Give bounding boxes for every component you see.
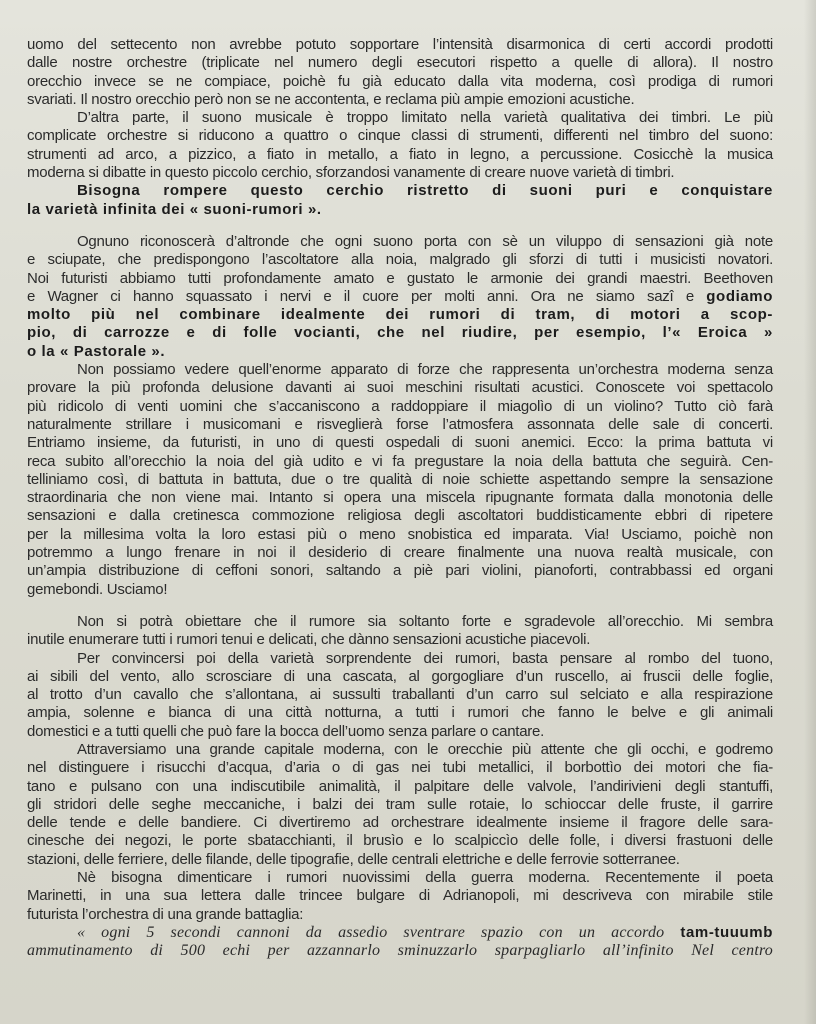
bold-text: o la « Pastorale ». bbox=[27, 342, 166, 360]
text-line bbox=[27, 73, 773, 91]
body-text: ai sibili del vento, allo scrosciare di una cascata, al gorgogliare d’un ruscello, ai fruscii delle foglie, bbox=[27, 667, 773, 685]
body-text: Entriamo insieme, da futuristi, in uno di questi ospedali di suoni anemici. Ecco: la prima battuta vi bbox=[27, 434, 773, 452]
text-line bbox=[27, 723, 773, 741]
text-line bbox=[27, 54, 773, 72]
body-text: Noi futuristi abbiamo tutti profondamente amato e gustato le armonie dei grandi maestri. Beethoven bbox=[27, 269, 773, 287]
text-line bbox=[27, 270, 773, 288]
text-line bbox=[27, 453, 773, 471]
bold-text: tam-tuuumb bbox=[680, 923, 773, 941]
body-text: Attraversiamo una grande capitale moderna, con le orecchie più attente che gli occhi, e godremo bbox=[77, 740, 773, 758]
text-line bbox=[27, 361, 773, 379]
italic-text: « ogni 5 secondi cannoni da assedio sventrare spazio con un accordo bbox=[77, 923, 681, 941]
bold-text: pio, di carrozze e di folle vocianti, che nel riudire, per esempio, l’« Eroica » bbox=[27, 324, 773, 342]
text-line bbox=[27, 562, 773, 580]
bold-text: la varietà infinita dei « suoni-rumori ». bbox=[27, 200, 322, 218]
text-line bbox=[27, 434, 773, 452]
text-line bbox=[27, 182, 773, 200]
body-text: Non possiamo vedere quell’enorme apparato di forze che rappresenta un’orchestra moderna senza bbox=[77, 361, 773, 379]
text-line bbox=[27, 759, 773, 777]
body-text: strumenti ad arco, a pizzico, a fiato in metallo, a fiato in legno, a percussione. Cosicchè la musica bbox=[27, 145, 773, 163]
body-text: moderna si dibatte in questo piccolo cerchio, sforzandosi vanamente di creare nuove varietà di timbri. bbox=[27, 164, 675, 182]
text-line bbox=[27, 343, 773, 361]
body-text: al trotto d’un cavallo che s’allontana, ai sussulti traballanti d’un carro sul selciato e alla respirazione bbox=[27, 686, 773, 704]
text-line bbox=[27, 887, 773, 905]
body-text: tano e pulsano con una indiscutibile animalità, il palpitare delle valvole, l’andirivieni degli stantuffi, bbox=[27, 777, 773, 795]
text-line bbox=[27, 686, 773, 704]
text-line bbox=[27, 832, 773, 850]
body-text: e sciupate, che predispongono l’ascoltatore alla noia, malgrado gli sforzi di tutti i musicisti novatori. bbox=[27, 251, 773, 269]
paragraph bbox=[27, 361, 773, 599]
text-line bbox=[27, 741, 773, 759]
text-line bbox=[27, 581, 773, 599]
paragraph bbox=[27, 869, 773, 924]
body-text: Ognuno riconoscerà d’altronde che ogni suono porta con sè un viluppo di sensazioni già note bbox=[77, 232, 773, 250]
body-text: gli stridori delle seghe meccaniche, i balzi dei tram sulle rotaie, lo schioccar delle fruste, il garrire bbox=[27, 795, 773, 813]
text-line bbox=[27, 507, 773, 525]
text-line bbox=[27, 668, 773, 686]
text-line bbox=[27, 416, 773, 434]
text-line bbox=[27, 306, 773, 324]
text-line bbox=[27, 851, 773, 869]
paragraph bbox=[27, 109, 773, 182]
body-text: Nè bisogna dimenticare i rumori nuovissimi della guerra moderna. Recentemente il poeta bbox=[77, 869, 773, 887]
body-text: delle tende e delle bandiere. Ci divertiremo ad orchestrare idealmente insieme il fragore delle sara- bbox=[27, 814, 773, 832]
text-line bbox=[27, 489, 773, 507]
text-line bbox=[27, 631, 773, 649]
body-text: dalle nostre orchestre (triplicate nel numero degli esecutori rispetto a quelle di allora). Il nostro bbox=[27, 54, 773, 72]
body-text: ampia, solenne e bianca di una città notturna, a tutti i rumori che fanno le belve e gli animali bbox=[27, 704, 773, 722]
body-text: inutile enumerare tutti i rumori tenui e delicati, che dànno sensazioni acustiche piacevoli. bbox=[27, 631, 591, 649]
body-text: gemebondi. Usciamo! bbox=[27, 580, 168, 598]
paragraph bbox=[27, 650, 773, 741]
text-line bbox=[27, 471, 773, 489]
body-text: naturalmente strillare i musicomani e risveglierà forse l’atmosfera assonnata delle sale di concerti. bbox=[27, 415, 773, 433]
text-line bbox=[27, 650, 773, 668]
text-line bbox=[27, 91, 773, 109]
body-text: complicate orchestre si riducono a quattro o cinque classi di strumenti, differenti nel timbro del suono: bbox=[27, 127, 773, 145]
text-line bbox=[27, 613, 773, 631]
body-text: Marinetti, in una sua lettera dalle trincee bulgare di Adrianopoli, mi descriveva con mirabile stile bbox=[27, 887, 773, 905]
paragraph bbox=[27, 613, 773, 650]
body-text: telliniamo così, di battuta in battuta, due o tre qualità di noie schiette aspettando sempre la sensazione bbox=[27, 470, 773, 488]
body-text: potremmo a lungo frenare in noi il desiderio di creare finalmente una nuova realtà musicale, con bbox=[27, 544, 773, 562]
body-text: provare la più profonda delusione davanti ai suoi meschini risultati acustici. Conoscete voi spettacolo bbox=[27, 379, 773, 397]
text-line bbox=[27, 109, 773, 127]
body-text: per la millesima volta la loro estasi più o meno snobistica ed imparata. Via! Usciamo, poichè non bbox=[27, 525, 773, 543]
body-text: futurista l’orchestra di una grande battaglia: bbox=[27, 905, 304, 923]
body-text: orecchio invece se ne compiace, poichè fu già educato dalla vita moderna, così prodiga di rumori bbox=[27, 72, 773, 90]
text-line bbox=[27, 398, 773, 416]
text-line bbox=[27, 201, 773, 219]
text-line bbox=[27, 288, 773, 306]
bold-text: godiamo bbox=[706, 287, 773, 305]
text-line bbox=[27, 796, 773, 814]
body-text: Per convincersi poi della varietà sorprendente dei rumori, basta pensare al rombo del tuono, bbox=[77, 649, 773, 667]
text-line bbox=[27, 146, 773, 164]
italic-text: ammutinamento di 500 echi per azzannarlo sminuzzarlo sparpagliarlo all’infinito Nel centro bbox=[27, 942, 773, 960]
text-line bbox=[27, 544, 773, 562]
text-line bbox=[27, 942, 773, 960]
paragraph bbox=[27, 182, 773, 219]
paragraph bbox=[27, 233, 773, 361]
body-text: un’ampia distribuzione di ceffoni sonori, saltando a piè pari violini, pianoforti, contrabbassi ed organi bbox=[27, 562, 773, 580]
page-edge-shadow bbox=[804, 0, 816, 1024]
text-line bbox=[27, 324, 773, 342]
body-text: cinesche dei negozi, le porte sbatacchianti, il brusìo e lo scalpiccìo delle folle, i diversi frastuoni delle bbox=[27, 832, 773, 850]
text-line bbox=[27, 704, 773, 722]
body-text: stazioni, delle ferriere, delle filande, delle tipografie, delle centrali elettriche e delle ferrovie sotterranee. bbox=[27, 850, 680, 868]
text-line bbox=[27, 233, 773, 251]
body-text: e Wagner ci hanno squassato i nervi e il cuore per molti anni. Ora ne siamo sazî e bbox=[27, 287, 707, 305]
paragraph bbox=[27, 741, 773, 869]
body-text: sensazioni e dalla cretinesca commozione religiosa degli ascoltatori buddisticamente ebbri di ripetere bbox=[27, 507, 773, 525]
bold-text: Bisogna rompere questo cerchio ristretto di suoni puri e conquistare bbox=[77, 182, 773, 200]
document-page bbox=[27, 36, 773, 961]
body-text: domestici e a tutti quelli che può fare la bocca dell’uomo senza parlare o cantare. bbox=[27, 722, 545, 740]
bold-text: molto più nel combinare idealmente dei rumori di tram, di motori a scop- bbox=[27, 306, 773, 324]
text-line bbox=[27, 778, 773, 796]
body-text: svariati. Il nostro orecchio però non se ne accontenta, e reclama più ampie emozioni acustiche. bbox=[27, 90, 635, 108]
text-line bbox=[27, 924, 773, 942]
body-text: Non si potrà obiettare che il rumore sia soltanto forte e sgradevole all’orecchio. Mi sembra bbox=[77, 612, 773, 630]
text-line bbox=[27, 906, 773, 924]
body-text: uomo del settecento non avrebbe potuto sopportare l’intensità disarmonica di certi accordi prodotti bbox=[27, 36, 773, 53]
paragraph bbox=[27, 924, 773, 961]
text-line bbox=[27, 869, 773, 887]
paragraph bbox=[27, 36, 773, 109]
text-line bbox=[27, 814, 773, 832]
body-text: straordinaria che non viene mai. Intanto si opera una miscela ripugnante formata dalla monotonia delle bbox=[27, 489, 773, 507]
text-line bbox=[27, 164, 773, 182]
text-line bbox=[27, 379, 773, 397]
body-text: nel distinguere i risucchi d’acqua, d’aria o di gas nei tubi metallici, il borbottìo dei motori che fia- bbox=[27, 759, 773, 777]
body-text: reca subito all’orecchio la noia del già udito e vi fa pregustare la noia della battuta che seguirà. Cen- bbox=[27, 452, 773, 470]
body-text: D’altra parte, il suono musicale è troppo limitato nella varietà qualitativa dei timbri. Le più bbox=[77, 109, 773, 127]
text-line bbox=[27, 526, 773, 544]
text-line bbox=[27, 251, 773, 269]
text-line bbox=[27, 127, 773, 145]
body-text: più ridicolo di venti uomini che s’accaniscono a raddoppiare il miagolìo di un violino? Tutto ciò farà bbox=[27, 397, 773, 415]
text-line bbox=[27, 36, 773, 54]
